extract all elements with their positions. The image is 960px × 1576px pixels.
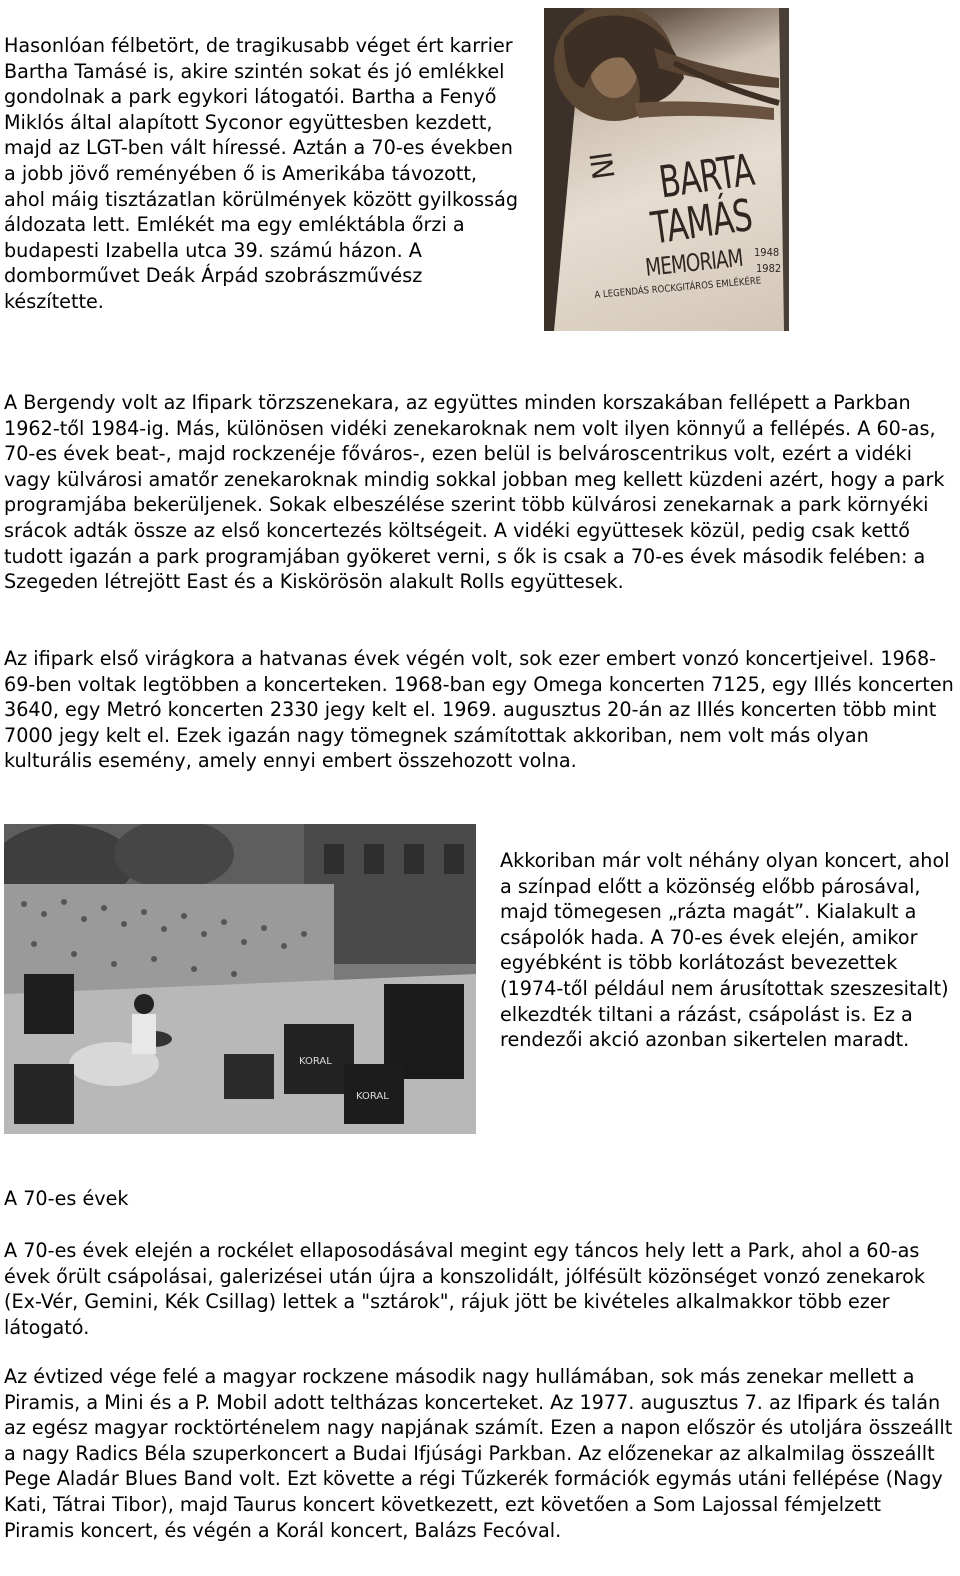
amp-label: KORAL [299,1056,332,1067]
concert-photo-drawing [4,824,476,1134]
plaque-year-birth: 1948 [754,246,780,259]
paragraph-seventies-1: A 70-es évek elején a rockélet ellaposodásával megint egy táncos hely lett a Park, ahol a 60-as évek őrült csápolásai, galerizései után újra a konszolidált, jólfésült közönséget vonzó zenekarok (Ex-Vér, Gemini, Kék Csillag) lettek a "sztárok", rájuk jött be kivételes alkalmakkor több ezer látogató. [4,1239,925,1339]
plaque-caption: A LEGENDÁS ROCKGITÁROS EMLÉKÉRE [594,275,762,301]
plaque-name-last: TAMÁS [648,189,755,255]
paragraph-bergendy: A Bergendy volt az Ifipark törzszenekara, az együttes minden korszakában fellépett a Parkban 1962-től 1984-ig. Más, különösen vidéki zenekaroknak nem volt ilyen könnyű a fellépés. A 60-as, 70-es évek beat-, majd rockzenéje főváros-, ezen belül is belvároscentrikus volt, ezért a vidéki vagy külvárosi amatőr zenekaroknak mindig sokkal jobban meg kellett küzdeni azért, hogy a park programjába bekerüljenek. Sokak elbeszélése szerint több külvárosi zenekarnak a park környéki srácok adták össze az első koncertezés költségeit. A vidéki együttesek közül, pedig csak kettő tudott igazán a park programjában gyökeret verni, s ők is csak a 70-es évek második felében: a Szegeden létrejött East és a Kiskörösön alakult Rolls együttesek. [4,391,945,594]
amp-label: KORAL [356,1091,389,1102]
plaque-year-death: 1982 [756,262,782,275]
paragraph-viragkor: Az ifipark első virágkora a hatvanas évek végén volt, sok ezer embert vonzó koncertjeivel. 1968-69-ben voltak legtöbben a koncerteken. 1968-ban egy Omega koncerten 7125, egy Illés koncerten 3640, egy Metró koncerten 2330 jegy kelt el. 1969. augusztus 20-án az Illés koncerten több mint 7000 jegy kelt el. Ezek igazán nagy tömegnek számítottak akkoriban, nem volt más olyan kulturális esemény, amely ennyi embert összehozott volna. [4,647,954,773]
paragraph-bartha: Hasonlóan félbetört, de tragikusabb véget ért karrier Bartha Tamásé is, akire szintén sokat és jó emlékkel gondolnak a park egykori látogatói. Bartha a Fenyő Miklós által alapított Syconor együttesben kezdett, majd az LGT-ben vált híressé. Aztán a 70-es években a jobb jövő reményében ő is Amerikába távozott, ahol máig tisztázatlan körülmények között gyilkosság áldozata lett. Emlékét ma egy emléktábla őrzi a budapesti Izabella utca 39. számú házon. A domborművet Deák Árpád szobrászművész készítette. [4,34,519,313]
plaque-name-first: BARTA [656,144,757,209]
concert-photo [4,824,476,1134]
paragraph-seventies-2: Az évtized vége felé a magyar rockzene második nagy hullámában, sok más zenekar mellett a Piramis, a Mini és a P. Mobil adott teltházas koncerteket. Az 1977. augusztus 7. az Ifipark és talán az egész magyar rocktörténelem nagy napjának számít. Ezen a napon először és utoljára összeállt a nagy Radics Béla szuperkoncert a Budai Ifjúsági Parkban. Az előzenekar az alkalmilag összeállt Pege Aladár Blues Band volt. Ezt követte a régi Tűzkerék formációk egymás utáni fellépése (Nagy Kati, Tátrai Tibor), majd Taurus koncert következett, ezt követően a Som Lajossal fémjelzett Piramis koncert, és végén a Korál koncert, Balázs Fecóval. [4,1365,953,1542]
section-heading-70s: A 70-es évek [4,1187,129,1210]
plaque-memoriam-text: MEMORIAM [644,243,744,282]
paragraph-csapolas: Akkoriban már volt néhány olyan koncert, ahol a színpad előtt a közönség előbb párosával, majd tömegesen „rázta magát”. Kialakult a csápolók hada. A 70-es évek elején, amikor egyébként is több korlátozást bevezettek (1974-től például nem árusítottak szeszesitalt) elkezdték tiltani a rázást, csápolást is. Ez a rendezői akció azonban sikertelen maradt. [500,849,950,1052]
plaque-in-text: IN [581,150,620,181]
memorial-plaque-image [544,8,789,331]
